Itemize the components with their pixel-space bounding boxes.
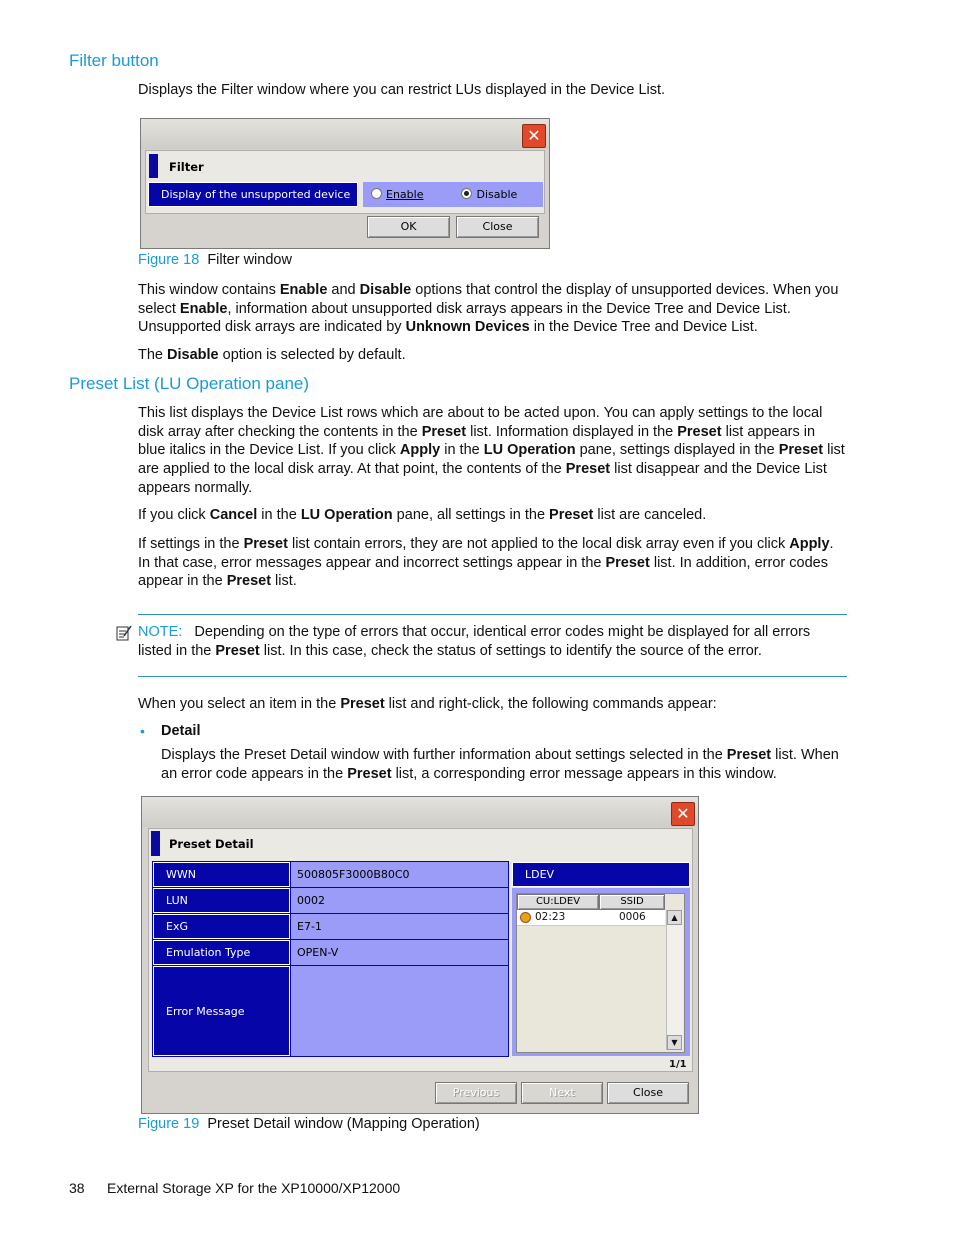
emulation-type-value: OPEN-V xyxy=(291,940,508,965)
figure-text: Filter window xyxy=(207,252,292,268)
bullet-description: Displays the Preset Detail window with further information about settings selected in the Preset list. When an error code appears in the Preset list, a corresponding error message appears in this window. xyxy=(161,747,839,782)
ldev-scrollbar[interactable] xyxy=(666,910,683,1050)
filter-titlebar xyxy=(141,119,549,149)
next-button[interactable]: Next xyxy=(521,1082,603,1104)
ok-button[interactable]: OK xyxy=(367,216,450,238)
page-indicator: 1/1 xyxy=(669,1059,687,1070)
filter-title: Filter xyxy=(169,160,204,174)
exg-value: E7-1 xyxy=(291,914,508,939)
note-text: NOTE: Depending on the type of errors that occur, identical error codes might be displayed for all errors listed in the Preset list. In this case, check the status of settings to identify the source of the error. xyxy=(138,624,811,659)
section-heading-filter-button: Filter button xyxy=(69,51,159,70)
note-label: NOTE: xyxy=(138,624,183,640)
ldev-status-icon xyxy=(520,912,531,923)
paragraph-errors: If settings in the Preset list contain errors, they are not applied to the local disk array even if you click Apply. In that case, error messages appear and incorrect settings appear in the Preset list. In addition, error codes appear in the Preset list. xyxy=(138,536,834,590)
note-bottom-rule xyxy=(138,676,847,677)
paragraph-filter-options: This window contains Enable and Disable options that control the display of unsupported devices. When you select Enable, information about unsupported disk arrays appears in the Device Tree and Device List. Unsupported disk arrays are indicated by Unknown Devices in the Device Tree and Device List. xyxy=(138,282,839,336)
radio-selected-icon xyxy=(461,188,472,199)
error-message-value xyxy=(291,966,508,1056)
column-header-culdev[interactable]: CU:LDEV xyxy=(517,894,599,910)
radio-icon xyxy=(371,188,382,199)
figure-text: Preset Detail window (Mapping Operation) xyxy=(207,1116,480,1132)
ssid-cell: 0006 xyxy=(619,911,646,923)
filter-intro: Displays the Filter window where you can restrict LUs displayed in the Device List. xyxy=(138,82,666,98)
close-icon[interactable]: ✕ xyxy=(522,124,546,148)
scroll-up-icon[interactable]: ▲ xyxy=(667,910,682,925)
paragraph-preset-list: This list displays the Device List rows which are about to be acted upon. You can apply settings to the local disk array after checking the contents in the Preset list. Information displayed in the Preset list appears in blue italics in the Device List. If you click Apply in the LU Operation pane, settings displayed in the Preset list are applied to the local disk array. At that point, the contents of the Preset list disappear and the Device List appears normally. xyxy=(138,405,845,496)
ldev-row[interactable] xyxy=(517,910,665,926)
exg-label: ExG xyxy=(153,914,290,939)
paragraph-disable-default: The Disable option is selected by default. xyxy=(138,347,406,363)
preset-title: Preset Detail xyxy=(169,837,254,851)
disable-radio[interactable] xyxy=(461,188,517,201)
close-button[interactable]: Close xyxy=(456,216,539,238)
figure-label: Figure 18 xyxy=(138,252,200,268)
wwn-value: 500805F3000B80C0 xyxy=(291,862,508,887)
preset-accent xyxy=(151,831,160,856)
error-message-label: Error Message xyxy=(153,966,290,1056)
filter-accent xyxy=(149,154,158,178)
disable-label: Disable xyxy=(476,188,518,201)
lun-value: 0002 xyxy=(291,888,508,913)
note-icon xyxy=(116,625,132,641)
previous-button[interactable]: Previous xyxy=(435,1082,517,1104)
ldev-cell: 02:23 xyxy=(535,911,566,923)
close-icon[interactable]: ✕ xyxy=(671,802,695,826)
close-button[interactable]: Close xyxy=(607,1082,689,1104)
bullet-title: Detail xyxy=(161,723,201,739)
footer-title: External Storage XP for the XP10000/XP12000 xyxy=(107,1180,401,1196)
figure-18-caption xyxy=(138,252,292,268)
bullet-marker: • xyxy=(140,723,145,739)
figure-label: Figure 19 xyxy=(138,1116,200,1132)
paragraph-cancel: If you click Cancel in the LU Operation pane, all settings in the Preset list are canceled. xyxy=(138,507,707,523)
filter-options xyxy=(363,182,543,207)
lun-label: LUN xyxy=(153,888,290,913)
column-header-ssid[interactable]: SSID xyxy=(599,894,665,910)
enable-radio[interactable] xyxy=(371,188,423,201)
scroll-down-icon[interactable]: ▼ xyxy=(667,1035,682,1050)
filter-window xyxy=(140,118,550,249)
page-number: 38 xyxy=(69,1180,85,1196)
figure-19-caption xyxy=(138,1116,480,1132)
section-heading-preset-list: Preset List (LU Operation pane) xyxy=(69,374,310,393)
emulation-type-label: Emulation Type xyxy=(153,940,290,965)
preset-titlebar xyxy=(142,797,698,827)
wwn-label: WWN xyxy=(153,862,290,887)
unsupported-device-label: Display of the unsupported device xyxy=(148,182,358,207)
note-top-rule xyxy=(138,614,847,615)
ldev-header: LDEV xyxy=(512,862,690,887)
paragraph-right-click: When you select an item in the Preset list and right-click, the following commands appear: xyxy=(138,696,717,712)
enable-label: Enable xyxy=(386,188,424,201)
preset-detail-window xyxy=(141,796,699,1114)
